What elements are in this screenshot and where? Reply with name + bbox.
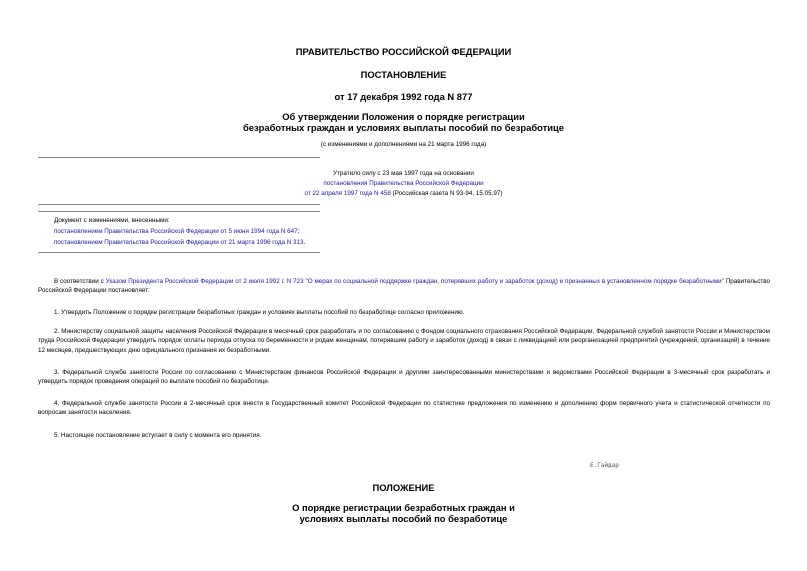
status-link-line <box>0 179 807 188</box>
status-line: Утратило силу с 23 мая 1997 года на основании <box>333 170 474 177</box>
paragraph-1: 1. Утвердить Положение о порядке регистрации безработных граждан и условиях выплаты пособий по безработице согласно приложению. <box>54 309 465 316</box>
presidential-decree-link[interactable]: Указом Президента Российской Федерации от 2 июля 1992 г. N 723 "О мерах по социальной поддержке граждан, потерявших работу и заработок (доход) и признанных в установленном порядке безработными" <box>105 278 724 285</box>
document-title-line2: безработных граждан и условиях выплаты пособий по безработице <box>243 122 564 133</box>
gazette-reference: (Российская газета N 93-94, 15.05.97) <box>390 190 503 197</box>
repeal-act-link[interactable]: постановления Правительства Российской Федерации <box>323 180 484 187</box>
preamble-text-end: Правительство Российской Федерации постановляет: <box>38 278 771 295</box>
document-type: ПОСТАНОВЛЕНИЕ <box>360 69 447 80</box>
signature: Е.Гайдар <box>590 462 619 469</box>
annex-subtitle-line1: О порядке регистрации безработных граждан и <box>292 502 515 513</box>
repeal-act-date-link[interactable]: от 22 апреля 1997 года N 458 <box>304 190 391 197</box>
divider <box>38 211 320 212</box>
document-title-line1: Об утверждении Положения о порядке регистрации <box>282 111 525 122</box>
amendments-intro: Документ с изменениями, внесенными: <box>54 217 170 224</box>
preamble-text: В соответствии с <box>54 278 106 285</box>
divider <box>38 157 320 158</box>
amendment-punctuation: ; <box>297 228 300 235</box>
amendment-line-1 <box>54 227 299 236</box>
divider <box>38 252 320 253</box>
amendment-punctuation: . <box>303 239 306 246</box>
status-link-line-2 <box>0 189 807 198</box>
paragraph-3: 3. Федеральной службе занятости России по согласованию с Министерством финансов Российской Федерации и другими заинтересованными министерствами и ведомствами Российской Федерации в 3-месячный срок разработать и утвердить порядок проведения операций по выплате пособий по безработице. <box>38 369 770 386</box>
paragraph-5: 5. Настоящее постановление вступает в силу с момента его принятия. <box>54 432 262 439</box>
annex-subtitle-line2: условиях выплаты пособий по безработице <box>299 513 508 524</box>
annex-title: ПОЛОЖЕНИЕ <box>372 482 435 493</box>
preamble-paragraph <box>38 277 770 296</box>
changes-note: (с изменениями и дополнениями на 21 марта 1996 года) <box>320 141 487 148</box>
paragraph-2: 2. Министерству социальной защиты населения Российской Федерации в месячный срок разработать и по согласованию с Фондом социального страхования Российской Федерации, Федеральной службой занятости России и Министерством труда Российской Федерации утвердить порядок оплаты периода отпуска по беременности и родам женщинам, потерявшим работу и заработок (доход) в связи с ликвидацией или реорганизацией предприятий (учреждений, организаций) в течение 12 месяцев, предшествующих дню официального признания их безработными. <box>38 328 770 354</box>
paragraph-4: 4. Федеральной службе занятости России в 2-месячный срок внести в Государственный комитет Российской Федерации по статистике предложения по изменению и дополнению форм первичного учета и статистической отчетности по вопросам занятости населения. <box>38 400 770 417</box>
amendment-link-1996[interactable]: постановлением Правительства Российской Федерации от 21 марта 1996 года N 313 <box>54 239 304 246</box>
amendment-line-2 <box>54 238 305 247</box>
amendment-link-1994[interactable]: постановлением Правительства Российской Федерации от 5 июня 1994 года N 647 <box>54 228 298 235</box>
government-heading: ПРАВИТЕЛЬСТВО РОССИЙСКОЙ ФЕДЕРАЦИИ <box>295 46 512 57</box>
divider <box>38 204 320 205</box>
date-and-number: от 17 декабря 1992 года N 877 <box>334 91 473 102</box>
